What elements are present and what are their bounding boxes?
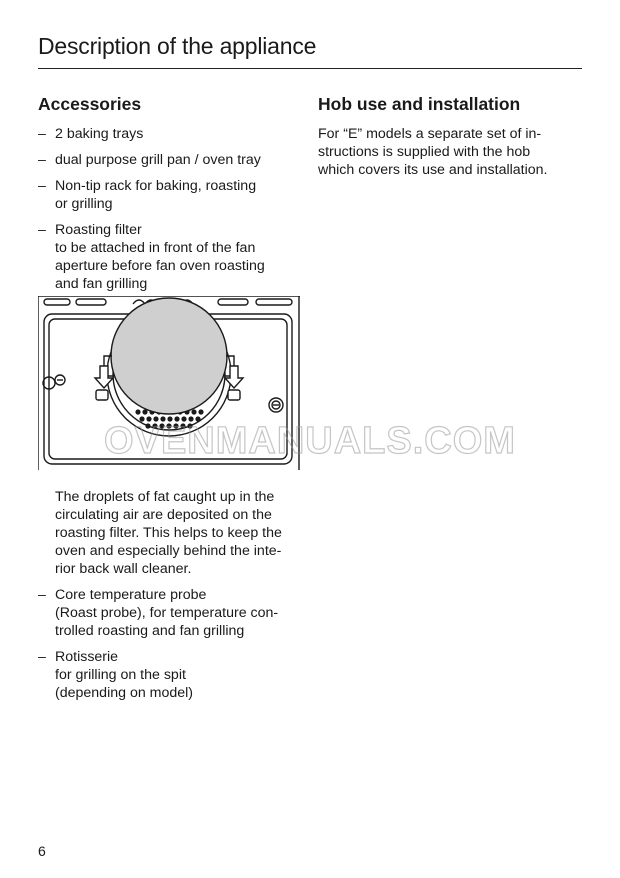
title-divider	[38, 68, 582, 69]
list-item	[38, 221, 300, 293]
vent-slot	[76, 299, 106, 305]
list-dash: –	[38, 152, 46, 168]
list-item-line: or grilling	[55, 196, 113, 212]
hob-section	[318, 94, 582, 179]
hob-line: which covers its use and installation.	[318, 162, 548, 178]
screw-icon-right	[269, 398, 283, 412]
list-item-line: trolled roasting and fan grilling	[55, 623, 245, 639]
list-dash: –	[38, 587, 46, 603]
list-item-line: to be attached in front of the fan	[55, 240, 256, 256]
list-item-line: Non-tip rack for baking, roasting	[55, 178, 257, 194]
list-dash: –	[38, 649, 46, 665]
list-item-line: (depending on model)	[55, 685, 194, 701]
vent-slot	[256, 299, 292, 305]
page-number: 6	[38, 843, 46, 859]
list-item-line: 2 baking trays	[55, 126, 144, 142]
accessories-continued	[38, 488, 300, 710]
list-item-line: dual purpose grill pan / oven tray	[55, 152, 261, 168]
hob-paragraph	[318, 125, 582, 179]
accessories-heading: Accessories	[38, 94, 142, 114]
filter-note-line: oven and especially behind the inte-	[55, 543, 282, 559]
list-item-line: for grilling on the spit	[55, 667, 186, 683]
hob-heading: Hob use and installation	[318, 94, 521, 114]
list-item-line: Rotisserie	[55, 649, 119, 665]
list-dash: –	[38, 126, 46, 142]
filter-note	[38, 488, 300, 578]
hob-line: structions is supplied with the hob	[318, 144, 531, 160]
list-item-line: Roasting filter	[55, 222, 142, 238]
list-item	[38, 151, 300, 169]
list-item-line: aperture before fan oven roasting	[55, 258, 265, 274]
vent-slot	[218, 299, 248, 305]
roasting-filter-disc	[111, 298, 227, 414]
page-title: Description of the appliance	[38, 33, 317, 59]
list-dash: –	[38, 222, 46, 238]
hob-line: For “E” models a separate set of in-	[318, 126, 542, 142]
arrow-down-icon-right	[225, 366, 243, 400]
list-item	[38, 125, 300, 143]
list-item-line: and fan grilling	[55, 276, 148, 292]
watermark-text: OVENMANUALS.COM	[104, 420, 516, 462]
list-item-line: Core temperature probe	[55, 587, 207, 603]
vent-slot	[44, 299, 70, 305]
filter-note-line: The droplets of fat caught up in the	[55, 489, 275, 505]
filter-note-line: circulating air are deposited on the	[55, 507, 272, 523]
list-item-line: (Roast probe), for temperature con-	[55, 605, 279, 621]
list-item	[38, 648, 300, 702]
accessories-section	[38, 94, 300, 301]
screw-icon-left	[43, 375, 65, 389]
filter-note-line: rior back wall cleaner.	[55, 561, 192, 577]
filter-note-line: roasting filter. This helps to keep the	[55, 525, 282, 541]
list-item	[38, 586, 300, 640]
list-item	[38, 177, 300, 213]
list-dash: –	[38, 178, 46, 194]
